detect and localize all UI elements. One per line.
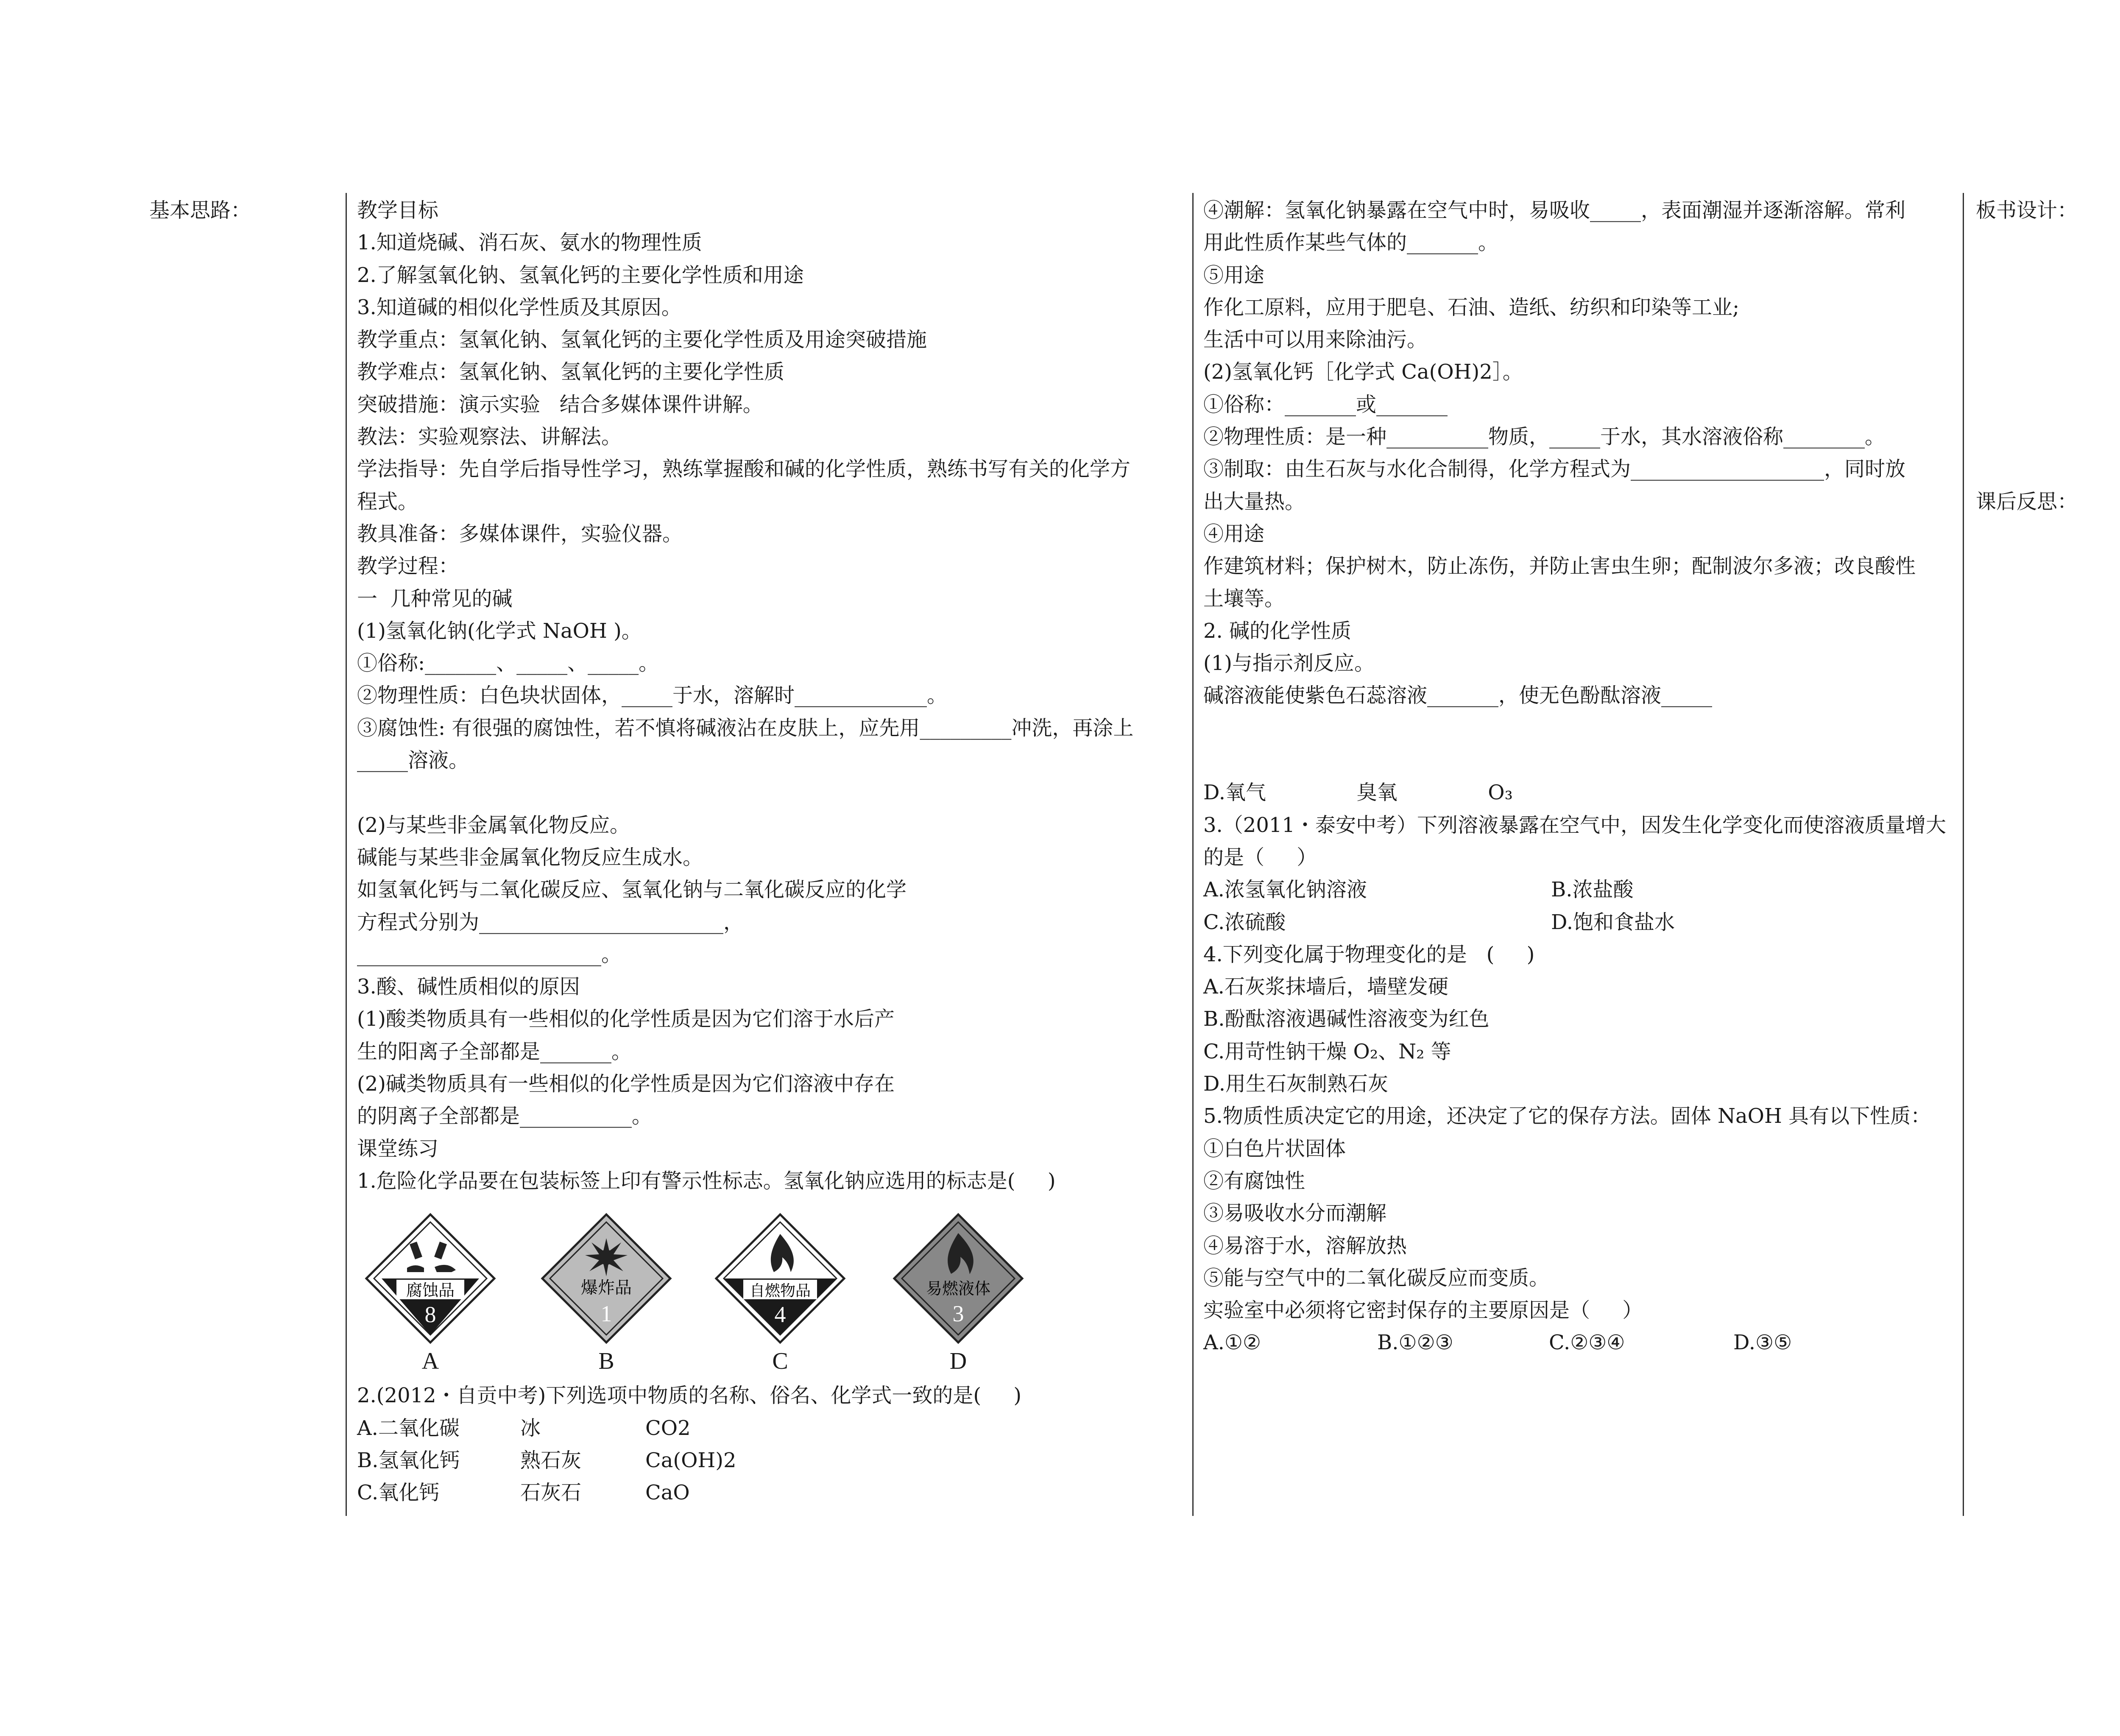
text-line: 教法：实验观察法、讲解法。 xyxy=(357,425,622,449)
text-line: A.石灰浆抹墙后，墙壁发硬 xyxy=(1203,975,1448,999)
text-line: 生活中可以用来除油污。 xyxy=(1203,328,1428,352)
text-line: 4.下列变化属于物理变化的是 ( ) xyxy=(1203,942,1535,966)
text-line: (1)与指示剂反应。 xyxy=(1203,651,1375,675)
text-line: 3.酸、碱性质相似的原因 xyxy=(357,975,580,999)
option-cell: A.二氧化碳 xyxy=(357,1416,460,1440)
text-line: ②物理性质：白色块状固体，_____于水，溶解时_____________。 xyxy=(357,684,948,708)
answer-option: D.③⑤ xyxy=(1733,1331,1792,1355)
text-line: 碱溶液能使紫色石蕊溶液_______，使无色酚酞溶液_____ xyxy=(1203,684,1713,708)
text-line: ⑤能与空气中的二氧化碳反应而变质。 xyxy=(1203,1266,1550,1290)
sign-label: 腐蚀品 xyxy=(406,1281,455,1300)
text-line xyxy=(1203,744,1958,776)
text-line: (2)与某些非金属氧化物反应。 xyxy=(357,813,630,837)
option-cell: CaO xyxy=(645,1481,690,1505)
text-line: (1)氢氧化钠(化学式 NaOH )。 xyxy=(357,619,642,643)
text-line: 学法指导：先自学后指导性学习，熟练掌握酸和碱的化学性质，熟练书写有关的化学方 xyxy=(357,457,1131,481)
sign-letter: C xyxy=(772,1348,788,1374)
sign-letter: D xyxy=(949,1348,967,1374)
text-line: 的阴离子全部都是___________。 xyxy=(357,1104,653,1128)
option-row xyxy=(1203,1326,1958,1359)
option-row xyxy=(1203,874,1958,906)
column-divider-1 xyxy=(346,193,347,1516)
text-line: 2.了解氢氧化钠、氢氧化钙的主要化学性质和用途 xyxy=(357,263,804,287)
text-line: ①白色片状固体 xyxy=(1203,1136,1346,1161)
sign-label: 爆炸品 xyxy=(581,1278,632,1298)
text-line: 3.知道碱的相似化学性质及其原因。 xyxy=(357,295,682,319)
question-stem: 2.(2012・自贡中考)下列选项中物质的名称、俗名、化学式一致的是( ) xyxy=(357,1384,1022,1408)
text-line: 实验室中必须将它密封保存的主要原因是（ ） xyxy=(1203,1298,1643,1323)
option-cell: C.氧化钙 xyxy=(357,1481,440,1505)
text-line: (2)氢氧化钙［化学式 Ca(OH)2］。 xyxy=(1203,360,1523,384)
text-line: 5.物质性质决定它的用途，还决定了它的保存方法。固体 NaOH 具有以下性质： xyxy=(1203,1104,1931,1128)
text-line: 生的阳离子全部都是_______。 xyxy=(357,1039,632,1063)
text-line: ⑤用途 xyxy=(1203,263,1265,287)
hazard-signs xyxy=(365,1213,1043,1387)
text-line: 课堂练习 xyxy=(357,1136,439,1161)
flammable-liquid-hazard-icon xyxy=(893,1213,1024,1344)
text-line: 出大量热。 xyxy=(1203,489,1305,514)
sign-class-number: 8 xyxy=(424,1302,436,1327)
corrosive-sign xyxy=(365,1213,496,1374)
text-line: 方程式分别为________________________， xyxy=(357,910,744,934)
option-cell: 熟石灰 xyxy=(520,1448,582,1472)
text-line: ①俗称：_______或_______ xyxy=(1203,392,1448,416)
text-line: 如氢氧化钙与二氧化碳反应、氢氧化钠与二氧化碳反应的化学 xyxy=(357,878,907,902)
text-line: 土壤等。 xyxy=(1203,586,1285,611)
option-cell: C.浓硫酸 xyxy=(1203,910,1286,934)
text-line: 作建筑材料；保护树木，防止冻伤，并防止害虫生卵；配制波尔多液；改良酸性 xyxy=(1203,554,1916,578)
option-cell: A.浓氢氧化钠溶液 xyxy=(1203,878,1367,902)
text-line: 用此性质作某些气体的_______。 xyxy=(1203,231,1499,255)
sign-label: 易燃液体 xyxy=(926,1279,991,1298)
text-line: ④用途 xyxy=(1203,522,1265,546)
option-cell: B.氢氧化钙 xyxy=(357,1448,460,1472)
text-line xyxy=(1203,712,1958,744)
lesson-text-block-2 xyxy=(1203,194,1958,874)
text-line: 作化工原料，应用于肥皂、石油、造纸、纺织和印染等工业; xyxy=(1203,295,1740,319)
text-line: 教具准备：多媒体课件，实验仪器。 xyxy=(357,522,683,546)
answer-option: C.②③④ xyxy=(1549,1331,1625,1355)
sign-label: 自燃物品 xyxy=(749,1282,811,1300)
text-line: 教学过程： xyxy=(357,554,459,578)
text-line: ④潮解：氢氧化钠暴露在空气中时，易吸收_____，表面潮湿并逐渐溶解。常利 xyxy=(1203,198,1906,222)
column-divider-2 xyxy=(1192,193,1194,1516)
text-line: ④易溶于水，溶解放热 xyxy=(1203,1234,1407,1258)
text-line: ③易吸收水分而潮解 xyxy=(1203,1201,1387,1225)
text-line: (1)酸类物质具有一些相似的化学性质是因为它们溶于水后产 xyxy=(357,1007,895,1031)
explosive-sign xyxy=(541,1213,672,1374)
text-line: 程式。 xyxy=(357,489,418,514)
option-cell: Ca(OH)2 xyxy=(645,1448,736,1472)
answer-option: B.①②③ xyxy=(1377,1331,1453,1355)
explosive-hazard-icon xyxy=(541,1213,672,1344)
basic-idea-label: 基本思路： xyxy=(149,198,251,222)
text-line: 的是（ ） xyxy=(1203,845,1317,869)
sign-class-number: 4 xyxy=(774,1302,786,1327)
answer-option: A.①② xyxy=(1203,1331,1261,1355)
sign-letter: B xyxy=(598,1348,614,1374)
text-line: 教学重点：氢氧化钠、氢氧化钙的主要化学性质及用途突破措施 xyxy=(357,328,927,352)
text-line: 2. 碱的化学性质 xyxy=(1203,619,1352,643)
text-line: ③腐蚀性: 有很强的腐蚀性，若不慎将碱液沾在皮肤上，应先用_________冲洗，再涂上 xyxy=(357,716,1134,740)
text-line: 教学目标 xyxy=(357,198,439,222)
text-line: 一 几种常见的碱 xyxy=(357,586,513,611)
column-divider-3 xyxy=(1963,193,1964,1516)
text-line: ①俗称:_______、_____、_____。 xyxy=(357,651,659,675)
text-line: C.用苛性钠干燥 O₂、N₂ 等 xyxy=(1203,1039,1451,1063)
self-igniting-hazard-icon xyxy=(714,1213,846,1344)
text-line: D.用生石灰制熟石灰 xyxy=(1203,1072,1389,1096)
sign-class-number: 1 xyxy=(600,1301,612,1326)
text-line: 教学难点：氢氧化钠、氢氧化钙的主要化学性质 xyxy=(357,360,785,384)
text-line: 突破措施：演示实验 结合多媒体课件讲解。 xyxy=(357,392,763,416)
text-line: 1.知道烧碱、消石灰、氨水的物理性质 xyxy=(357,231,702,255)
option-cell: CO2 xyxy=(645,1416,691,1440)
text-line: 碱能与某些非金属氧化物反应生成水。 xyxy=(357,845,703,869)
text-line: (2)碱类物质具有一些相似的化学性质是因为它们溶液中存在 xyxy=(357,1072,895,1096)
text-line: ②有腐蚀性 xyxy=(1203,1169,1305,1193)
sign-letter: A xyxy=(421,1348,439,1374)
text-line: _____溶液。 xyxy=(357,748,469,773)
question-3-options xyxy=(1203,874,1958,938)
questions-4-5 xyxy=(1203,938,1958,1327)
board-design-label: 板书设计： xyxy=(1976,198,2078,222)
text-line: 3.（2011・泰安中考）下列溶液暴露在空气中，因发生化学变化而使溶液质量增大 xyxy=(1203,813,1946,837)
text-line: D.氧气 臭氧 O₃ xyxy=(1203,781,1513,805)
lesson-column-2 xyxy=(1203,194,1958,1359)
question-5-options xyxy=(1203,1326,1958,1359)
option-row xyxy=(357,1412,1188,1444)
question-2-options xyxy=(357,1412,1188,1509)
self-igniting-sign xyxy=(714,1213,846,1374)
flammable-liquid-sign xyxy=(893,1213,1024,1374)
text-line: ②物理性质：是一种__________物质，_____于水，其水溶液俗称________。 xyxy=(1203,425,1886,449)
option-row xyxy=(357,1444,1188,1476)
lesson-text-block-1 xyxy=(357,194,1188,1197)
text-line: 1.危险化学品要在包装标签上印有警示性标志。氢氧化钠应选用的标志是( ) xyxy=(357,1169,1056,1193)
text-line: ________________________。 xyxy=(357,942,622,966)
text-line: B.酚酞溶液遇碱性溶液变为红色 xyxy=(1203,1007,1490,1031)
option-row xyxy=(357,1476,1188,1509)
option-cell: B.浓盐酸 xyxy=(1551,878,1634,902)
corrosive-hazard-icon xyxy=(365,1213,496,1344)
option-row xyxy=(1203,906,1958,938)
option-cell: 冰 xyxy=(520,1416,541,1440)
text-line: ③制取：由生石灰与水化合制得，化学方程式为___________________，同时放 xyxy=(1203,457,1906,481)
reflection-label: 课后反思： xyxy=(1976,490,2078,514)
option-cell: 石灰石 xyxy=(520,1481,582,1505)
sign-class-number: 3 xyxy=(952,1301,964,1326)
text-line xyxy=(357,776,1188,809)
option-cell: D.饱和食盐水 xyxy=(1551,910,1675,934)
